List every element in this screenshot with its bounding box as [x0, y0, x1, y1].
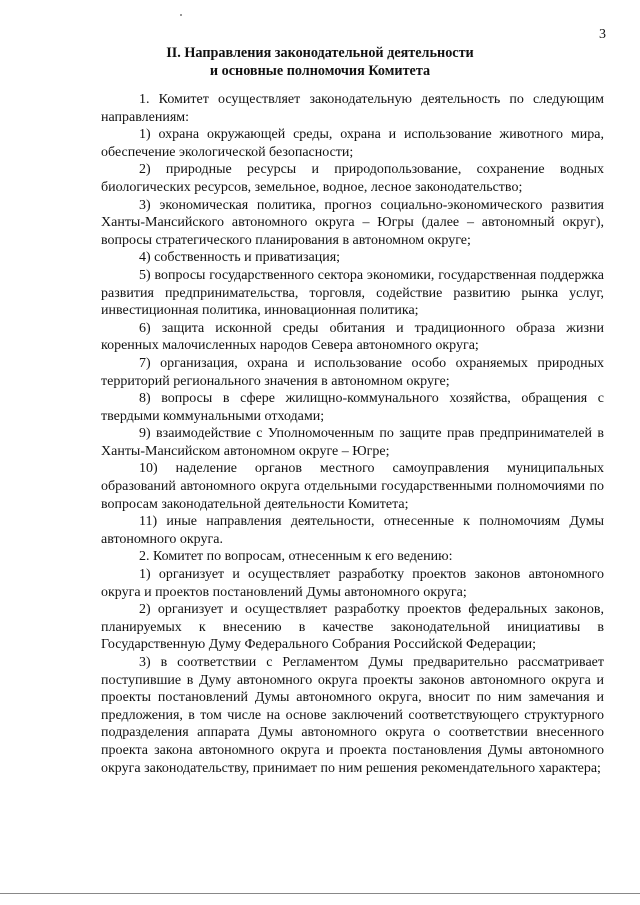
heading-line-1: II. Направления законодательной деятельности: [166, 45, 474, 61]
paragraph-item-11: 11) иные направления деятельности, отнесенные к полномочиям Думы автономного округа.: [101, 514, 604, 547]
page-bottom-rule: [0, 893, 640, 894]
paragraph-item-9: 9) взаимодействие с Уполномоченным по защите прав предпринимателей в Ханты-Мансийском автономном округе – Югре;: [101, 426, 604, 459]
paragraph-2-item-1: 1) организует и осуществляет разработку проектов законов автономного округа и проектов постановлений Думы автономного округа;: [101, 567, 604, 600]
document-body: [101, 91, 604, 777]
scan-speck: [180, 14, 182, 16]
paragraph-2-item-2: 2) организует и осуществляет разработку проектов федеральных законов, планируемых к внесению в качестве законодательной инициативы в Государственную Думу Федерального Собрания Российской Федерации;: [101, 602, 604, 653]
paragraph-2-intro: 2. Комитет по вопросам, отнесенным к его ведению:: [139, 549, 453, 565]
paragraph-item-1: 1) охрана окружающей среды, охрана и использование животного мира, обеспечение экологической безопасности;: [101, 127, 604, 160]
paragraph-2-item-3: 3) в соответствии с Регламентом Думы предварительно рассматривает поступившие в Думу автономного округа проекты законов автономного округа и проекты постановлений Думы автономного округа, вносит по ним замечания и предложения, в том числе на основе заключений соответствующего структурного подразделения аппарата Думы автономного округа о соответствии внесенного проекта закона автономного округа и проекта постановления Думы автономного округа законодательству, принимает по ним решения рекомендательного характера;: [101, 655, 604, 776]
heading-line-2: и основные полномочия Комитета: [209, 63, 431, 79]
paragraph-item-4: 4) собственность и приватизация;: [139, 250, 341, 266]
paragraph-item-10: 10) наделение органов местного самоуправления муниципальных образований автономного округа отдельными государственными полномочиями по вопросам законодательной деятельности Комитета;: [101, 461, 604, 512]
paragraph-item-7: 7) организация, охрана и использование особо охраняемых природных территорий регионального значения в автономном округе;: [101, 355, 604, 389]
paragraph-item-3: 3) экономическая политика, прогноз социально-экономического развития Ханты-Мансийского автономного округа – Югры (далее – автономный округ), вопросы стратегического планирования в автономном округе;: [101, 197, 604, 248]
paragraph-1-intro: 1. Комитет осуществляет законодательную деятельность по следующим направлениям:: [101, 92, 604, 125]
page-number: 3: [599, 27, 606, 42]
section-heading: [0, 44, 640, 80]
paragraph-item-6: 6) защита исконной среды обитания и традиционного образа жизни коренных малочисленных народов Севера автономного округа;: [101, 320, 604, 354]
paragraph-item-8: 8) вопросы в сфере жилищно-коммунального хозяйства, обращения с твердыми коммунальными отходами;: [101, 391, 604, 424]
paragraph-item-2: 2) природные ресурсы и природопользование, сохранение водных биологических ресурсов, земельное, водное, лесное законодательство;: [101, 162, 604, 195]
paragraph-item-5: 5) вопросы государственного сектора экономики, государственная поддержка развития предпринимательства, торговля, содействие развитию рынка услуг, инвестиционная политика, инновационная политика;: [101, 267, 604, 319]
